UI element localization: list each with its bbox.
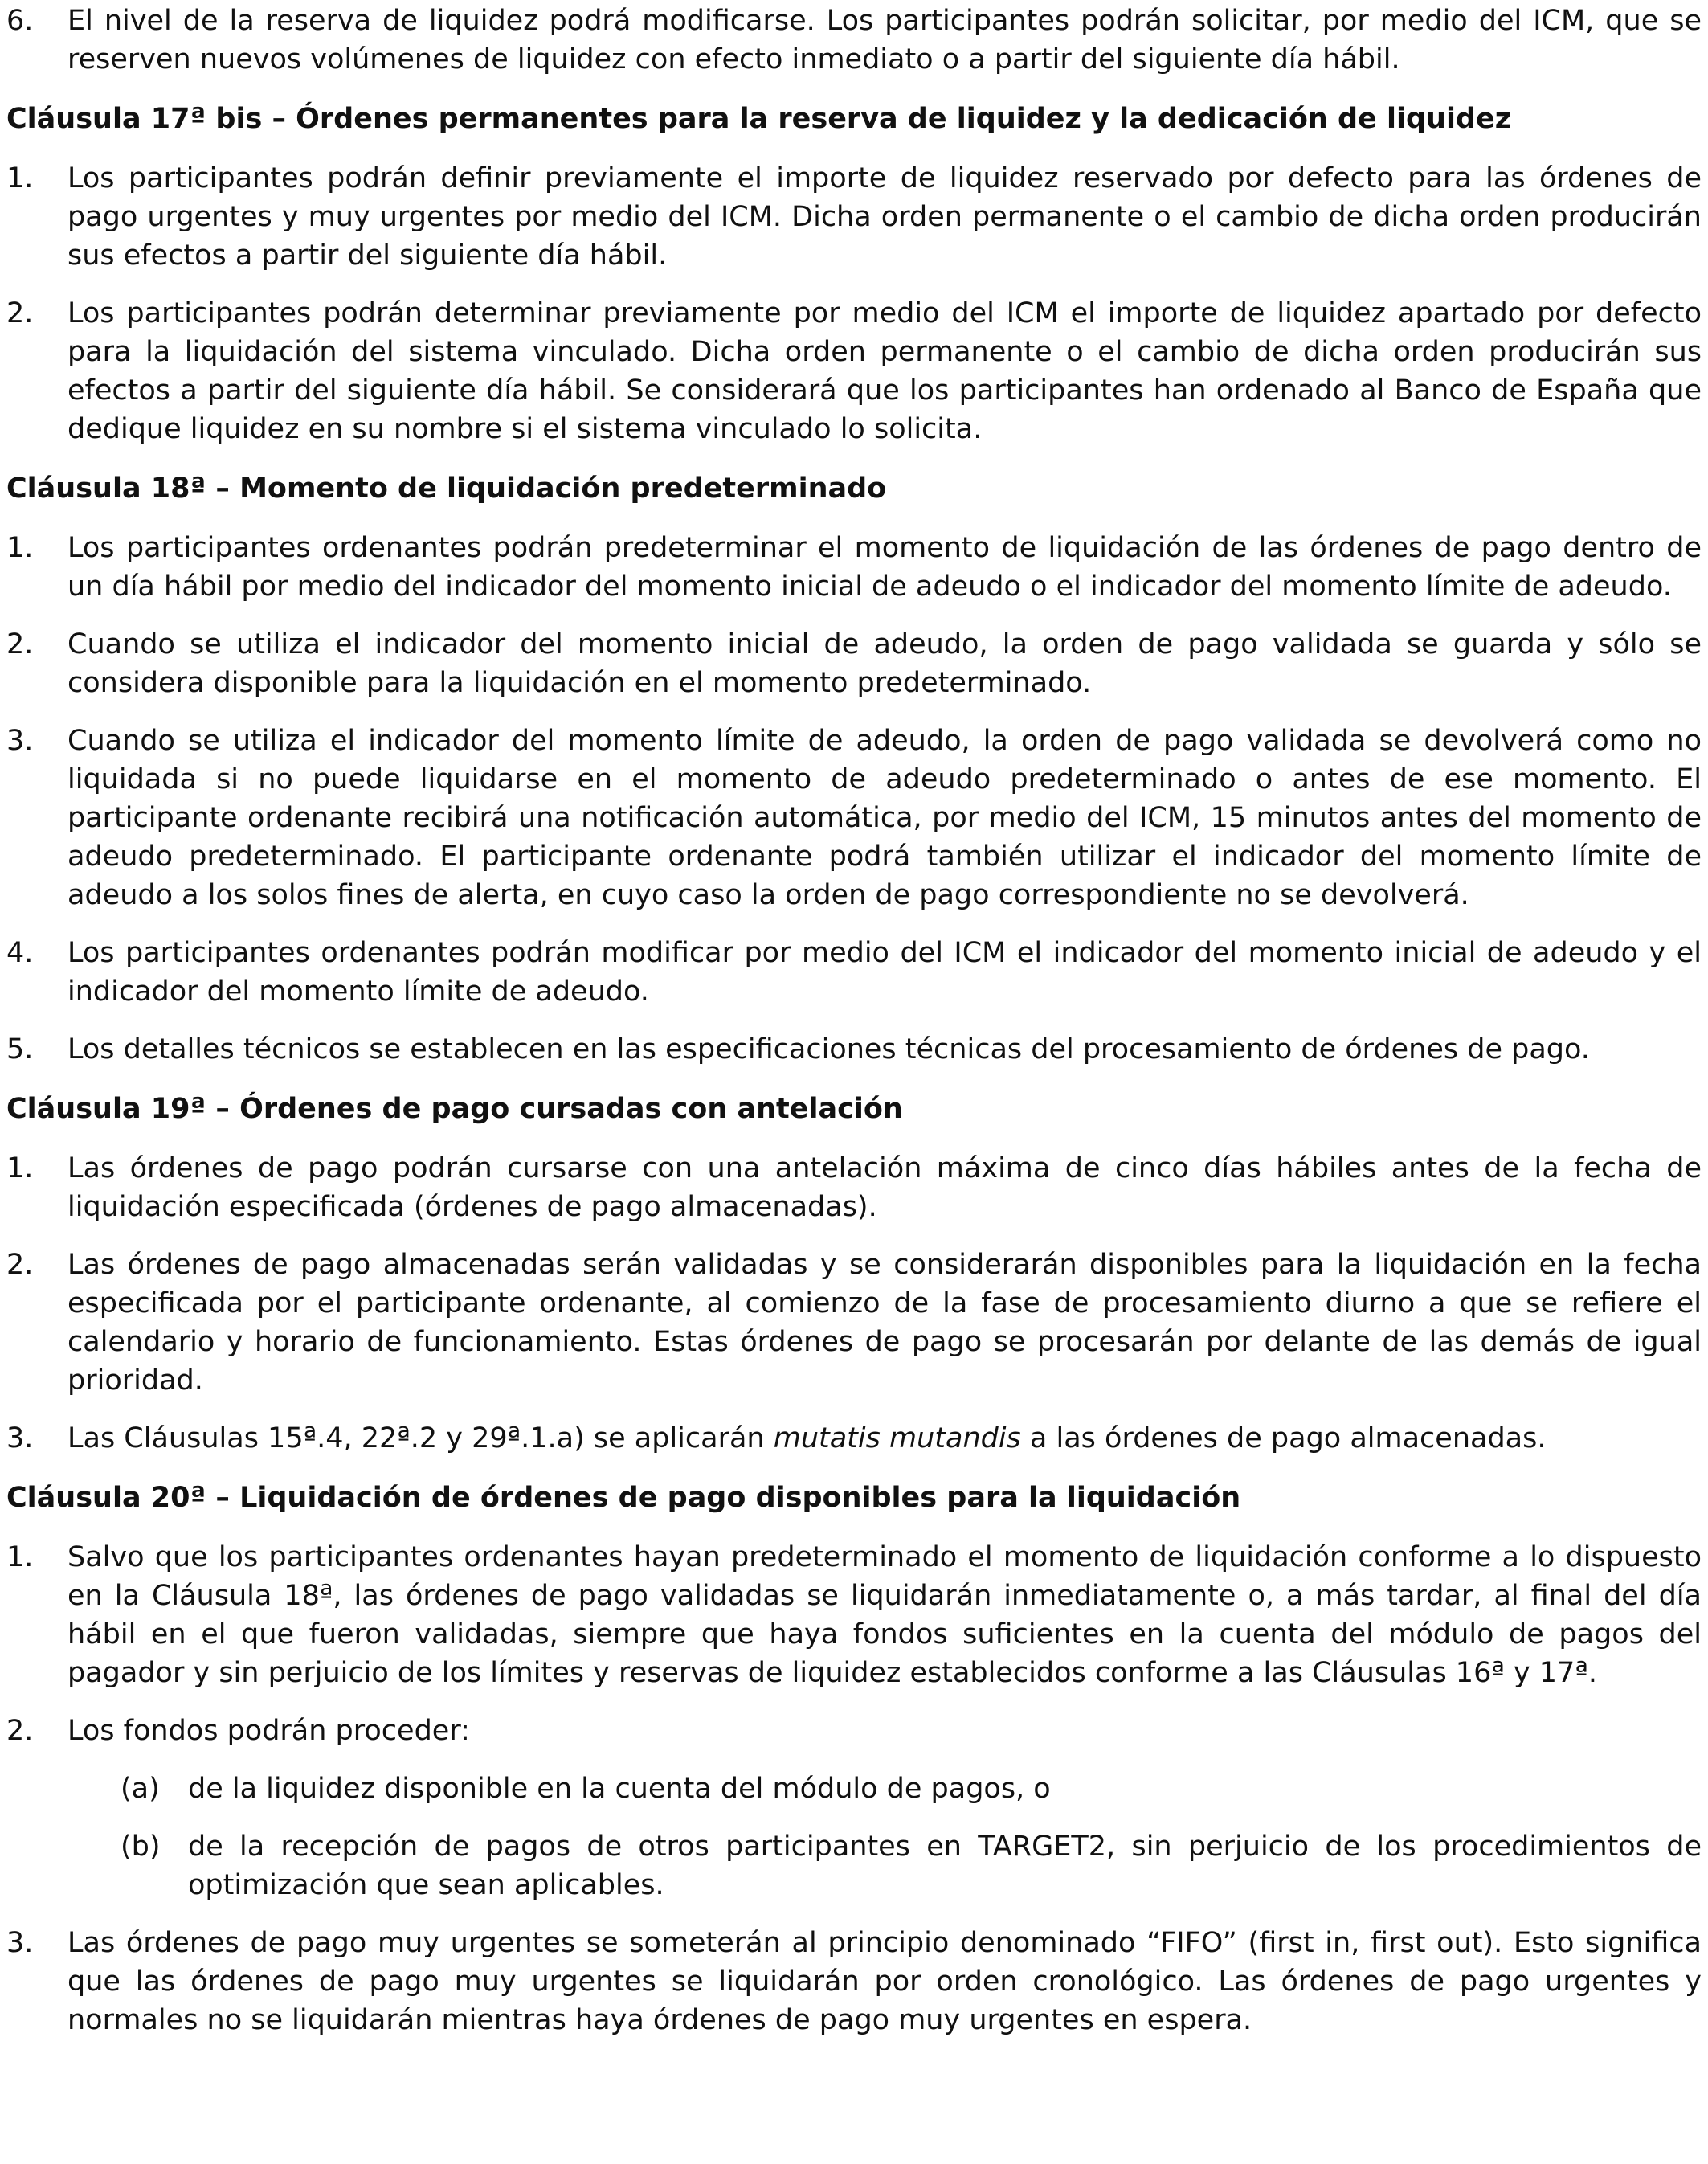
- clause-19-item-2: [6, 1246, 1702, 1400]
- item-text: Cuando se utiliza el indicador del momento límite de adeudo, la orden de pago validada se devolverá como no liquidada si no puede liquidarse en el momento de adeudo predeterminado o antes de ese momento. El participante ordenante recibirá una notificación automática, por medio del ICM, 15 minutos antes del momento de adeudo predeterminado. El participante ordenante podrá también utilizar el indicador del momento límite de adeudo a los solos fines de alerta, en cuyo caso la orden de pago correspondiente no se devolverá.: [67, 725, 1702, 911]
- item-number: 5.: [6, 1033, 34, 1066]
- item-text-after: a las órdenes de pago almacenadas.: [1020, 1422, 1547, 1454]
- item-number: 3.: [6, 1422, 34, 1454]
- item-text: Los participantes ordenantes podrán predeterminar el momento de liquidación de las órdenes de pago dentro de un día hábil por medio del indicador del momento inicial de adeudo o el indicador del momento límite de adeudo.: [67, 532, 1702, 603]
- item-text-italic: mutatis mutandis: [773, 1422, 1021, 1454]
- clause-20-heading: Cláusula 20ª – Liquidación de órdenes de pago disponibles para la liquidación: [6, 1482, 1241, 1514]
- clause-19-heading: Cláusula 19ª – Órdenes de pago cursadas con antelación: [6, 1093, 903, 1125]
- clause-20-item-1: [6, 1538, 1702, 1692]
- item-text: Los participantes podrán determinar previamente por medio del ICM el importe de liquidez apartado por defecto para la liquidación del sistema vinculado. Dicha orden permanente o el cambio de dicha orden producirán sus efectos a partir del siguiente día hábil. Se considerará que los participantes han ordenado al Banco de España que dedique liquidez en su nombre si el sistema vinculado lo solicita.: [67, 297, 1702, 445]
- item-text: Los participantes ordenantes podrán modificar por medio del ICM el indicador del momento inicial de adeudo y el indicador del momento límite de adeudo.: [67, 937, 1702, 1008]
- item-number: 6.: [6, 5, 34, 37]
- clause-20-item-2: [6, 1712, 1702, 1750]
- item-text: [67, 1419, 1702, 1458]
- item-number: 1.: [6, 532, 34, 564]
- item-number: 1.: [6, 162, 34, 194]
- item-text: Salvo que los participantes ordenantes hayan predeterminado el momento de liquidación conforme a lo dispuesto en la Cláusula 18ª, las órdenes de pago validadas se liquidarán inmediatamente o, a más tardar, al final del día hábil en el que fueron validadas, siempre que haya fondos suficientes en la cuenta del módulo de pagos del pagador y sin perjuicio de los límites y reservas de liquidez establecidos conforme a las Cláusulas 16ª y 17ª.: [67, 1541, 1702, 1689]
- item-text: Las órdenes de pago almacenadas serán validadas y se considerarán disponibles para la liquidación en la fecha especificada por el participante ordenante, al comienzo de la fase de procesamiento diurno a que se refiere el calendario y horario de funcionamiento. Estas órdenes de pago se procesarán por delante de las demás de igual prioridad.: [67, 1249, 1702, 1397]
- subitem-letter: (b): [121, 1831, 161, 1863]
- clause-18-item-1: [6, 529, 1702, 606]
- item-number: 2.: [6, 1249, 34, 1281]
- subitem-text: de la recepción de pagos de otros participantes en TARGET2, sin perjuicio de los procedimientos de optimización que sean aplicables.: [188, 1831, 1702, 1901]
- clause-18-item-5: [6, 1030, 1702, 1069]
- clause-17-bis-item-1: [6, 159, 1702, 275]
- item-text-before: Las Cláusulas 15ª.4, 22ª.2 y 29ª.1.a) se aplicarán: [67, 1422, 774, 1454]
- item-text: Los participantes podrán definir previamente el importe de liquidez reservado por defecto para las órdenes de pago urgentes y muy urgentes por medio del ICM. Dicha orden permanente o el cambio de dicha orden producirán sus efectos a partir del siguiente día hábil.: [67, 162, 1702, 272]
- item-text: Las órdenes de pago muy urgentes se someterán al principio denominado “FIFO” (first in, first out). Esto significa que las órdenes de pago muy urgentes se liquidarán por orden cronológico. Las órdenes de pago urgentes y normales no se liquidarán mientras haya órdenes de pago muy urgentes en espera.: [67, 1927, 1702, 2036]
- clause-17-bis-item-2: [6, 294, 1702, 448]
- item-number: 2.: [6, 1715, 34, 1747]
- item-number: 1.: [6, 1541, 34, 1573]
- item-text: Los detalles técnicos se establecen en las especificaciones técnicas del procesamiento de órdenes de pago.: [67, 1033, 1590, 1066]
- item-number: 3.: [6, 725, 34, 757]
- item-text: Los fondos podrán proceder:: [67, 1715, 470, 1747]
- clause-18-heading: Cláusula 18ª – Momento de liquidación predeterminado: [6, 472, 887, 505]
- clause-18-item-2: [6, 625, 1702, 702]
- item-number: 1.: [6, 1152, 34, 1184]
- item-text: Las órdenes de pago podrán cursarse con una antelación máxima de cinco días hábiles antes de la fecha de liquidación especificada (órdenes de pago almacenadas).: [67, 1152, 1702, 1223]
- item-text: El nivel de la reserva de liquidez podrá modificarse. Los participantes podrán solicitar, por medio del ICM, que se reserven nuevos volúmenes de liquidez con efecto inmediato o a partir del siguiente día hábil.: [67, 5, 1702, 76]
- clause-17-item-6: [6, 2, 1702, 79]
- item-text: Cuando se utiliza el indicador del momento inicial de adeudo, la orden de pago validada se guarda y sólo se considera disponible para la liquidación en el momento predeterminado.: [67, 628, 1702, 699]
- clause-19-item-1: [6, 1149, 1702, 1226]
- clause-20-item-2-subitem-b: [6, 1827, 1702, 1904]
- item-number: 4.: [6, 937, 34, 969]
- document-page: [0, 2, 1708, 2164]
- item-number: 2.: [6, 628, 34, 661]
- clause-18-item-3: [6, 722, 1702, 914]
- subitem-text: de la liquidez disponible en la cuenta del módulo de pagos, o: [188, 1773, 1051, 1805]
- item-number: 2.: [6, 297, 34, 329]
- clause-20-item-2-subitem-a: [6, 1769, 1702, 1808]
- clause-19-item-3: [6, 1419, 1702, 1458]
- clause-18-item-4: [6, 934, 1702, 1011]
- clause-17-bis-heading: Cláusula 17ª bis – Órdenes permanentes para la reserva de liquidez y la dedicación de liquidez: [6, 103, 1512, 135]
- subitem-letter: (a): [121, 1773, 160, 1805]
- item-number: 3.: [6, 1927, 34, 1959]
- clause-20-item-3: [6, 1924, 1702, 2039]
